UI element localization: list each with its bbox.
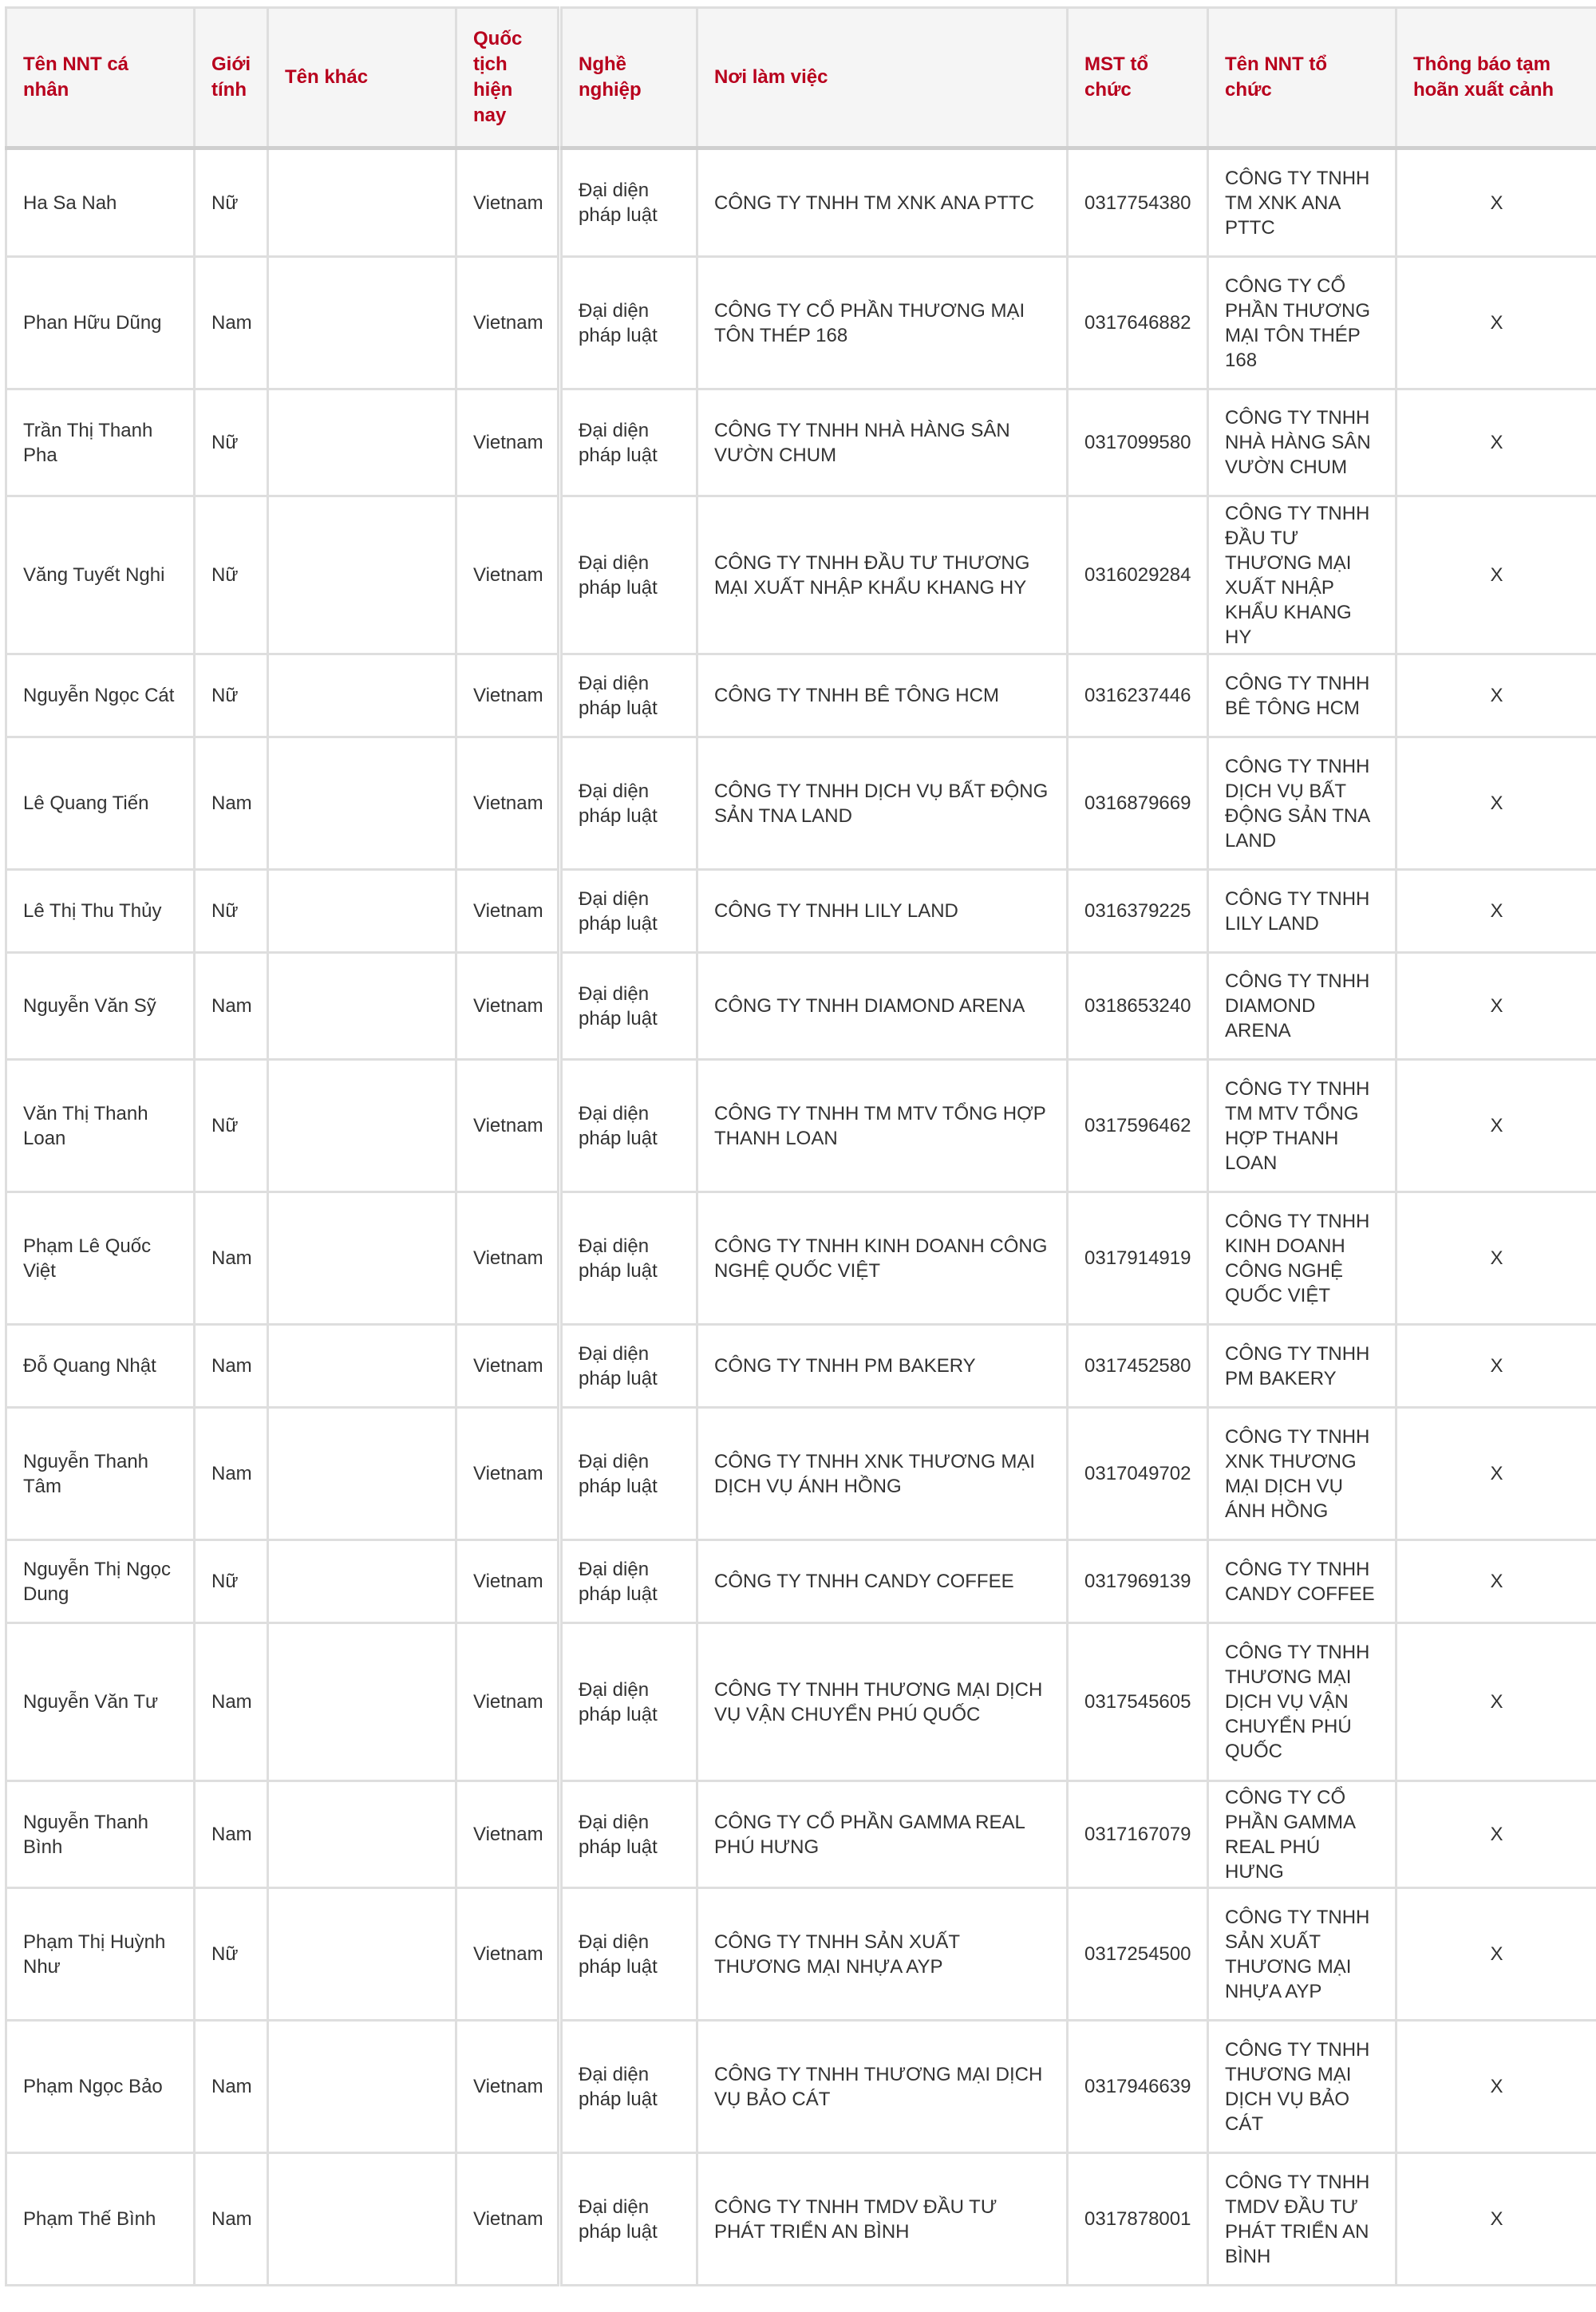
row-individual-name: Nguyễn Thị Ngọc Dung <box>6 1540 195 1623</box>
row-nationality: Vietnam <box>456 148 559 257</box>
table-row <box>562 870 1596 953</box>
table-row <box>6 389 559 496</box>
row-nationality: Vietnam <box>456 1888 559 2021</box>
row-exit-notice: X <box>1396 1781 1596 1888</box>
row-other-name <box>268 2021 456 2153</box>
row-exit-notice: X <box>1396 148 1596 257</box>
row-individual-name: Văn Thị Thanh Loan <box>6 1060 195 1192</box>
table-row <box>562 2153 1596 2286</box>
row-exit-notice: X <box>1396 496 1596 654</box>
row-occupation: Đại diện pháp luật <box>562 2153 697 2286</box>
row-gender: Nữ <box>195 1888 268 2021</box>
row-other-name <box>268 1781 456 1888</box>
row-exit-notice: X <box>1396 654 1596 737</box>
row-other-name <box>268 496 456 654</box>
row-workplace: CÔNG TY TNHH THƯƠNG MẠI DỊCH VỤ VẬN CHUYỂN PHÚ QUỐC <box>697 1623 1068 1781</box>
row-exit-notice: X <box>1396 257 1596 389</box>
row-nationality: Vietnam <box>456 1192 559 1325</box>
left-header-row <box>6 8 559 148</box>
table-row <box>562 1192 1596 1325</box>
row-other-name <box>268 2153 456 2286</box>
table-row <box>562 1408 1596 1540</box>
row-workplace: CÔNG TY TNHH KINH DOANH CÔNG NGHỆ QUỐC VIỆT <box>697 1192 1068 1325</box>
row-other-name <box>268 1540 456 1623</box>
row-org-name: CÔNG TY TNHH SẢN XUẤT THƯƠNG MẠI NHỰA AYP <box>1208 1888 1396 2021</box>
row-org-name: CÔNG TY TNHH PM BAKERY <box>1208 1325 1396 1408</box>
row-workplace: CÔNG TY TNHH BÊ TÔNG HCM <box>697 654 1068 737</box>
table-row <box>562 389 1596 496</box>
header-nationality: Quốc tịch hiện nay <box>456 8 559 148</box>
row-org-tax-id: 0317946639 <box>1068 2021 1208 2153</box>
row-individual-name: Nguyễn Ngọc Cát <box>6 654 195 737</box>
table-row <box>6 2021 559 2153</box>
header-occupation: Nghề nghiệp <box>562 8 697 148</box>
row-individual-name: Văng Tuyết Nghi <box>6 496 195 654</box>
row-nationality: Vietnam <box>456 1060 559 1192</box>
taxpayer-organization-table <box>560 6 1596 2286</box>
row-org-tax-id: 0316879669 <box>1068 737 1208 870</box>
row-nationality: Vietnam <box>456 1623 559 1781</box>
row-exit-notice: X <box>1396 1888 1596 2021</box>
row-org-name: CÔNG TY TNHH XNK THƯƠNG MẠI DỊCH VỤ ÁNH HỒNG <box>1208 1408 1396 1540</box>
row-individual-name: Lê Thị Thu Thủy <box>6 870 195 953</box>
row-other-name <box>268 148 456 257</box>
row-exit-notice: X <box>1396 1623 1596 1781</box>
row-org-tax-id: 0316379225 <box>1068 870 1208 953</box>
row-gender: Nữ <box>195 1540 268 1623</box>
row-occupation: Đại diện pháp luật <box>562 654 697 737</box>
table-row <box>562 1060 1596 1192</box>
row-org-name: CÔNG TY TNHH TM XNK ANA PTTC <box>1208 148 1396 257</box>
row-individual-name: Phạm Lê Quốc Việt <box>6 1192 195 1325</box>
table-row <box>6 1325 559 1408</box>
row-org-tax-id: 0317646882 <box>1068 257 1208 389</box>
row-exit-notice: X <box>1396 1192 1596 1325</box>
row-gender: Nam <box>195 1623 268 1781</box>
row-other-name <box>268 654 456 737</box>
row-individual-name: Phan Hữu Dũng <box>6 257 195 389</box>
row-workplace: CÔNG TY TNHH XNK THƯƠNG MẠI DỊCH VỤ ÁNH HỒNG <box>697 1408 1068 1540</box>
row-gender: Nữ <box>195 654 268 737</box>
row-individual-name: Lê Quang Tiến <box>6 737 195 870</box>
row-gender: Nam <box>195 737 268 870</box>
row-occupation: Đại diện pháp luật <box>562 1888 697 2021</box>
row-other-name <box>268 737 456 870</box>
header-exit-notice: Thông báo tạm hoãn xuất cảnh <box>1396 8 1596 148</box>
row-exit-notice: X <box>1396 953 1596 1060</box>
row-org-tax-id: 0317254500 <box>1068 1888 1208 2021</box>
table-row <box>6 654 559 737</box>
row-org-tax-id: 0318653240 <box>1068 953 1208 1060</box>
row-occupation: Đại diện pháp luật <box>562 870 697 953</box>
row-exit-notice: X <box>1396 2153 1596 2286</box>
row-workplace: CÔNG TY TNHH TMDV ĐẦU TƯ PHÁT TRIỂN AN BÌNH <box>697 2153 1068 2286</box>
table-row <box>562 1623 1596 1781</box>
row-nationality: Vietnam <box>456 496 559 654</box>
row-occupation: Đại diện pháp luật <box>562 2021 697 2153</box>
row-org-tax-id: 0317754380 <box>1068 148 1208 257</box>
row-org-tax-id: 0317099580 <box>1068 389 1208 496</box>
table-row <box>562 1888 1596 2021</box>
row-gender: Nam <box>195 257 268 389</box>
table-row <box>6 737 559 870</box>
table-row <box>562 1781 1596 1888</box>
row-org-name: CÔNG TY TNHH ĐẦU TƯ THƯƠNG MẠI XUẤT NHẬP KHẨU KHANG HY <box>1208 496 1396 654</box>
table-row <box>562 654 1596 737</box>
table-row <box>6 1540 559 1623</box>
row-workplace: CÔNG TY TNHH THƯƠNG MẠI DỊCH VỤ BẢO CÁT <box>697 2021 1068 2153</box>
row-workplace: CÔNG TY TNHH LILY LAND <box>697 870 1068 953</box>
row-workplace: CÔNG TY TNHH NHÀ HÀNG SÂN VƯỜN CHUM <box>697 389 1068 496</box>
row-other-name <box>268 257 456 389</box>
row-workplace: CÔNG TY TNHH SẢN XUẤT THƯƠNG MẠI NHỰA AYP <box>697 1888 1068 2021</box>
row-org-name: CÔNG TY TNHH TMDV ĐẦU TƯ PHÁT TRIỂN AN BÌNH <box>1208 2153 1396 2286</box>
row-org-name: CÔNG TY TNHH CANDY COFFEE <box>1208 1540 1396 1623</box>
row-org-name: CÔNG TY TNHH DIAMOND ARENA <box>1208 953 1396 1060</box>
row-org-name: CÔNG TY TNHH BÊ TÔNG HCM <box>1208 654 1396 737</box>
row-gender: Nam <box>195 1325 268 1408</box>
row-workplace: CÔNG TY TNHH CANDY COFFEE <box>697 1540 1068 1623</box>
table-row <box>562 1540 1596 1623</box>
row-gender: Nữ <box>195 1060 268 1192</box>
row-org-name: CÔNG TY TNHH NHÀ HÀNG SÂN VƯỜN CHUM <box>1208 389 1396 496</box>
row-occupation: Đại diện pháp luật <box>562 1623 697 1781</box>
row-nationality: Vietnam <box>456 1540 559 1623</box>
row-occupation: Đại diện pháp luật <box>562 1540 697 1623</box>
row-org-name: CÔNG TY TNHH KINH DOANH CÔNG NGHỆ QUỐC VIỆT <box>1208 1192 1396 1325</box>
table-row <box>6 1192 559 1325</box>
row-other-name <box>268 953 456 1060</box>
row-other-name <box>268 389 456 496</box>
row-org-name: CÔNG TY TNHH THƯƠNG MẠI DỊCH VỤ BẢO CÁT <box>1208 2021 1396 2153</box>
table-row <box>6 1060 559 1192</box>
row-nationality: Vietnam <box>456 953 559 1060</box>
row-org-tax-id: 0317452580 <box>1068 1325 1208 1408</box>
row-nationality: Vietnam <box>456 2021 559 2153</box>
row-other-name <box>268 1192 456 1325</box>
right-table-body <box>562 148 1596 2286</box>
table-row <box>6 257 559 389</box>
row-individual-name: Trần Thị Thanh Pha <box>6 389 195 496</box>
row-nationality: Vietnam <box>456 257 559 389</box>
table-row <box>6 1781 559 1888</box>
row-gender: Nam <box>195 1408 268 1540</box>
row-gender: Nữ <box>195 870 268 953</box>
header-gender: Giới tính <box>195 8 268 148</box>
header-individual-name: Tên NNT cá nhân <box>6 8 195 148</box>
row-workplace: CÔNG TY CỔ PHẦN THƯƠNG MẠI TÔN THÉP 168 <box>697 257 1068 389</box>
row-org-name: CÔNG TY TNHH THƯƠNG MẠI DỊCH VỤ VẬN CHUYỂN PHÚ QUỐC <box>1208 1623 1396 1781</box>
row-individual-name: Ha Sa Nah <box>6 148 195 257</box>
row-exit-notice: X <box>1396 1060 1596 1192</box>
row-other-name <box>268 1623 456 1781</box>
row-individual-name: Nguyễn Văn Sỹ <box>6 953 195 1060</box>
row-org-tax-id: 0317167079 <box>1068 1781 1208 1888</box>
row-gender: Nữ <box>195 496 268 654</box>
row-org-tax-id: 0317969139 <box>1068 1540 1208 1623</box>
row-exit-notice: X <box>1396 2021 1596 2153</box>
row-nationality: Vietnam <box>456 870 559 953</box>
row-occupation: Đại diện pháp luật <box>562 737 697 870</box>
row-individual-name: Phạm Thế Bình <box>6 2153 195 2286</box>
row-occupation: Đại diện pháp luật <box>562 1192 697 1325</box>
row-org-name: CÔNG TY TNHH TM MTV TỔNG HỢP THANH LOAN <box>1208 1060 1396 1192</box>
row-exit-notice: X <box>1396 870 1596 953</box>
row-occupation: Đại diện pháp luật <box>562 257 697 389</box>
row-exit-notice: X <box>1396 1540 1596 1623</box>
row-exit-notice: X <box>1396 737 1596 870</box>
header-org-name: Tên NNT tổ chức <box>1208 8 1396 148</box>
table-row <box>6 148 559 257</box>
header-org-tax-id: MST tổ chức <box>1068 8 1208 148</box>
row-other-name <box>268 1060 456 1192</box>
row-other-name <box>268 1325 456 1408</box>
table-row <box>562 737 1596 870</box>
row-exit-notice: X <box>1396 1408 1596 1540</box>
row-org-tax-id: 0317914919 <box>1068 1192 1208 1325</box>
table-row <box>6 870 559 953</box>
row-org-name: CÔNG TY CỔ PHẦN THƯƠNG MẠI TÔN THÉP 168 <box>1208 257 1396 389</box>
row-other-name <box>268 870 456 953</box>
table-row <box>6 496 559 654</box>
row-gender: Nam <box>195 953 268 1060</box>
row-org-name: CÔNG TY TNHH DỊCH VỤ BẤT ĐỘNG SẢN TNA LAND <box>1208 737 1396 870</box>
row-gender: Nam <box>195 1781 268 1888</box>
table-row <box>562 953 1596 1060</box>
row-org-tax-id: 0317878001 <box>1068 2153 1208 2286</box>
row-other-name <box>268 1888 456 2021</box>
row-occupation: Đại diện pháp luật <box>562 496 697 654</box>
row-workplace: CÔNG TY TNHH ĐẦU TƯ THƯƠNG MẠI XUẤT NHẬP KHẨU KHANG HY <box>697 496 1068 654</box>
table-row <box>562 496 1596 654</box>
row-individual-name: Phạm Thị Huỳnh Như <box>6 1888 195 2021</box>
row-occupation: Đại diện pháp luật <box>562 1325 697 1408</box>
table-row <box>6 2153 559 2286</box>
row-individual-name: Nguyễn Thanh Bình <box>6 1781 195 1888</box>
row-gender: Nữ <box>195 148 268 257</box>
row-occupation: Đại diện pháp luật <box>562 1781 697 1888</box>
header-workplace: Nơi làm việc <box>697 8 1068 148</box>
row-nationality: Vietnam <box>456 654 559 737</box>
row-occupation: Đại diện pháp luật <box>562 953 697 1060</box>
right-header-row <box>562 8 1596 148</box>
row-exit-notice: X <box>1396 389 1596 496</box>
row-nationality: Vietnam <box>456 737 559 870</box>
row-individual-name: Nguyễn Văn Tư <box>6 1623 195 1781</box>
row-gender: Nam <box>195 2021 268 2153</box>
table-row <box>6 1408 559 1540</box>
row-exit-notice: X <box>1396 1325 1596 1408</box>
table-row <box>6 1888 559 2021</box>
table-row <box>562 2021 1596 2153</box>
row-workplace: CÔNG TY TNHH TM XNK ANA PTTC <box>697 148 1068 257</box>
row-nationality: Vietnam <box>456 389 559 496</box>
row-workplace: CÔNG TY CỔ PHẦN GAMMA REAL PHÚ HƯNG <box>697 1781 1068 1888</box>
row-nationality: Vietnam <box>456 1325 559 1408</box>
row-workplace: CÔNG TY TNHH DỊCH VỤ BẤT ĐỘNG SẢN TNA LAND <box>697 737 1068 870</box>
left-table-body <box>6 148 559 2286</box>
row-individual-name: Đỗ Quang Nhật <box>6 1325 195 1408</box>
table-row <box>562 257 1596 389</box>
row-other-name <box>268 1408 456 1540</box>
row-occupation: Đại diện pháp luật <box>562 1060 697 1192</box>
table-row <box>562 1325 1596 1408</box>
row-org-name: CÔNG TY CỔ PHẦN GAMMA REAL PHÚ HƯNG <box>1208 1781 1396 1888</box>
row-occupation: Đại diện pháp luật <box>562 148 697 257</box>
row-individual-name: Nguyễn Thanh Tâm <box>6 1408 195 1540</box>
row-gender: Nữ <box>195 389 268 496</box>
row-occupation: Đại diện pháp luật <box>562 389 697 496</box>
row-workplace: CÔNG TY TNHH DIAMOND ARENA <box>697 953 1068 1060</box>
row-nationality: Vietnam <box>456 1781 559 1888</box>
row-occupation: Đại diện pháp luật <box>562 1408 697 1540</box>
row-org-tax-id: 0316029284 <box>1068 496 1208 654</box>
row-org-name: CÔNG TY TNHH LILY LAND <box>1208 870 1396 953</box>
row-nationality: Vietnam <box>456 1408 559 1540</box>
taxpayer-personal-table <box>5 6 559 2286</box>
row-org-tax-id: 0317545605 <box>1068 1623 1208 1781</box>
row-org-tax-id: 0317049702 <box>1068 1408 1208 1540</box>
row-workplace: CÔNG TY TNHH PM BAKERY <box>697 1325 1068 1408</box>
row-gender: Nam <box>195 2153 268 2286</box>
row-org-tax-id: 0317596462 <box>1068 1060 1208 1192</box>
row-nationality: Vietnam <box>456 2153 559 2286</box>
header-other-name: Tên khác <box>268 8 456 148</box>
table-row <box>6 1623 559 1781</box>
row-workplace: CÔNG TY TNHH TM MTV TỔNG HỢP THANH LOAN <box>697 1060 1068 1192</box>
table-row <box>6 953 559 1060</box>
row-gender: Nam <box>195 1192 268 1325</box>
row-org-tax-id: 0316237446 <box>1068 654 1208 737</box>
table-row <box>562 148 1596 257</box>
row-individual-name: Phạm Ngọc Bảo <box>6 2021 195 2153</box>
